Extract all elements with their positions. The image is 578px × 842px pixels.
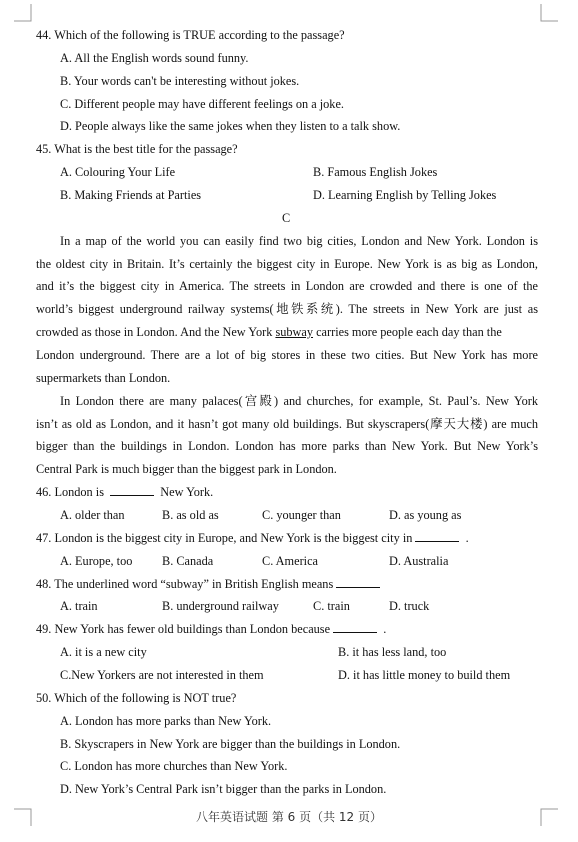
passage-line: In London there are many palaces(宫殿) and churches, for example, St. Paul’s. New York xyxy=(60,394,538,408)
answer-blank xyxy=(110,485,154,496)
question-48-option-d: D. truck xyxy=(389,599,430,613)
page-footer: 八年英语试题 第 6 页（共 12 页） xyxy=(196,810,382,824)
stem-text: 47. London is the biggest city in Europe, and New York is the biggest city in xyxy=(36,531,413,545)
stem-text: . xyxy=(383,622,387,636)
question-47-stem xyxy=(36,530,469,546)
question-47-option-d: D. Australia xyxy=(389,554,449,568)
question-46-option-d: D. as young as xyxy=(389,508,462,522)
stem-text: 49. New York has fewer old buildings than London because xyxy=(36,622,331,636)
question-49-option-a: A. it is a new city xyxy=(60,645,147,659)
question-46-stem xyxy=(36,484,213,500)
question-44-stem: 44. Which of the following is TRUE according to the passage? xyxy=(36,28,345,42)
question-48-stem xyxy=(36,576,380,592)
question-49-option-b: B. it has less land, too xyxy=(338,645,447,659)
question-50-option-c: C. London has more churches than New York. xyxy=(60,759,288,773)
answer-blank xyxy=(333,622,377,633)
question-47-option-a: A. Europe, too xyxy=(60,554,133,568)
section-label: C xyxy=(282,211,291,225)
question-48-option-c: C. train xyxy=(313,599,350,613)
question-47-option-b: B. Canada xyxy=(162,554,214,568)
passage-line: bigger than the buildings in London. London has more parks than New York. But New York’s xyxy=(36,439,538,453)
question-44-option-b: B. Your words can't be interesting without jokes. xyxy=(60,74,300,88)
passage-line: the oldest city in Britain. It’s certainly the biggest city in Europe. New York is as big as London, xyxy=(36,257,538,271)
passage-line: Central Park is much bigger than the biggest park in London. xyxy=(36,462,337,476)
passage-text: crowded as those in London. And the New York xyxy=(36,325,276,339)
stem-text: 46. London is xyxy=(36,485,104,499)
passage-line: and it’s the biggest city in America. The streets in London are crowded and there is one of the xyxy=(36,279,538,293)
question-45-option-b: B. Famous English Jokes xyxy=(313,165,438,179)
question-49-option-d: D. it has little money to build them xyxy=(338,668,511,682)
crop-mark-top-left xyxy=(14,4,32,22)
passage-line: London underground. There are a lot of big stores in these two cities. But New York has more xyxy=(36,348,538,362)
answer-blank xyxy=(415,531,459,542)
question-45-option-c: B. Making Friends at Parties xyxy=(60,188,202,202)
passage-line-subway xyxy=(36,324,538,340)
question-48-option-a: A. train xyxy=(60,599,98,613)
passage-line: world’s biggest underground railway systems(地铁系统). The streets in New York are just as xyxy=(36,302,538,316)
passage-text: carries more people each day than the xyxy=(313,325,502,339)
question-44-option-c: C. Different people may have different feelings on a joke. xyxy=(60,97,344,111)
stem-text: New York. xyxy=(160,485,214,499)
question-46-option-a: A. older than xyxy=(60,508,125,522)
passage-line: supermarkets than London. xyxy=(36,371,171,385)
question-50-option-d: D. New York’s Central Park isn’t bigger than the parks in London. xyxy=(60,782,387,796)
crop-mark-top-right xyxy=(540,4,558,22)
question-50-option-b: B. Skyscrapers in New York are bigger than the buildings in London. xyxy=(60,737,401,751)
question-50-option-a: A. London has more parks than New York. xyxy=(60,714,272,728)
question-49-option-c: C.New Yorkers are not interested in them xyxy=(60,668,264,682)
question-44-option-d: D. People always like the same jokes when they listen to a talk show. xyxy=(60,119,401,133)
question-45-option-d: D. Learning English by Telling Jokes xyxy=(313,188,497,202)
stem-text: 48. The underlined word “subway” in British English means xyxy=(36,577,334,591)
question-44-option-a: A. All the English words sound funny. xyxy=(60,51,249,65)
passage-line: In a map of the world you can easily find two big cities, London and New York. London is xyxy=(60,234,538,248)
stem-text: . xyxy=(465,531,469,545)
question-46-option-b: B. as old as xyxy=(162,508,219,522)
question-49-stem xyxy=(36,621,386,637)
question-46-option-c: C. younger than xyxy=(262,508,341,522)
question-50-stem: 50. Which of the following is NOT true? xyxy=(36,691,237,705)
answer-blank xyxy=(336,577,380,588)
passage-line: isn’t as old as London, and it hasn’t got many old buildings. But skyscrapers(摩天大楼) are much xyxy=(36,417,538,431)
question-48-option-b: B. underground railway xyxy=(162,599,279,613)
question-45-stem: 45. What is the best title for the passage? xyxy=(36,142,238,156)
question-45-option-a: A. Colouring Your Life xyxy=(60,165,176,179)
question-47-option-c: C. America xyxy=(262,554,319,568)
underlined-word-subway: subway xyxy=(275,325,314,339)
